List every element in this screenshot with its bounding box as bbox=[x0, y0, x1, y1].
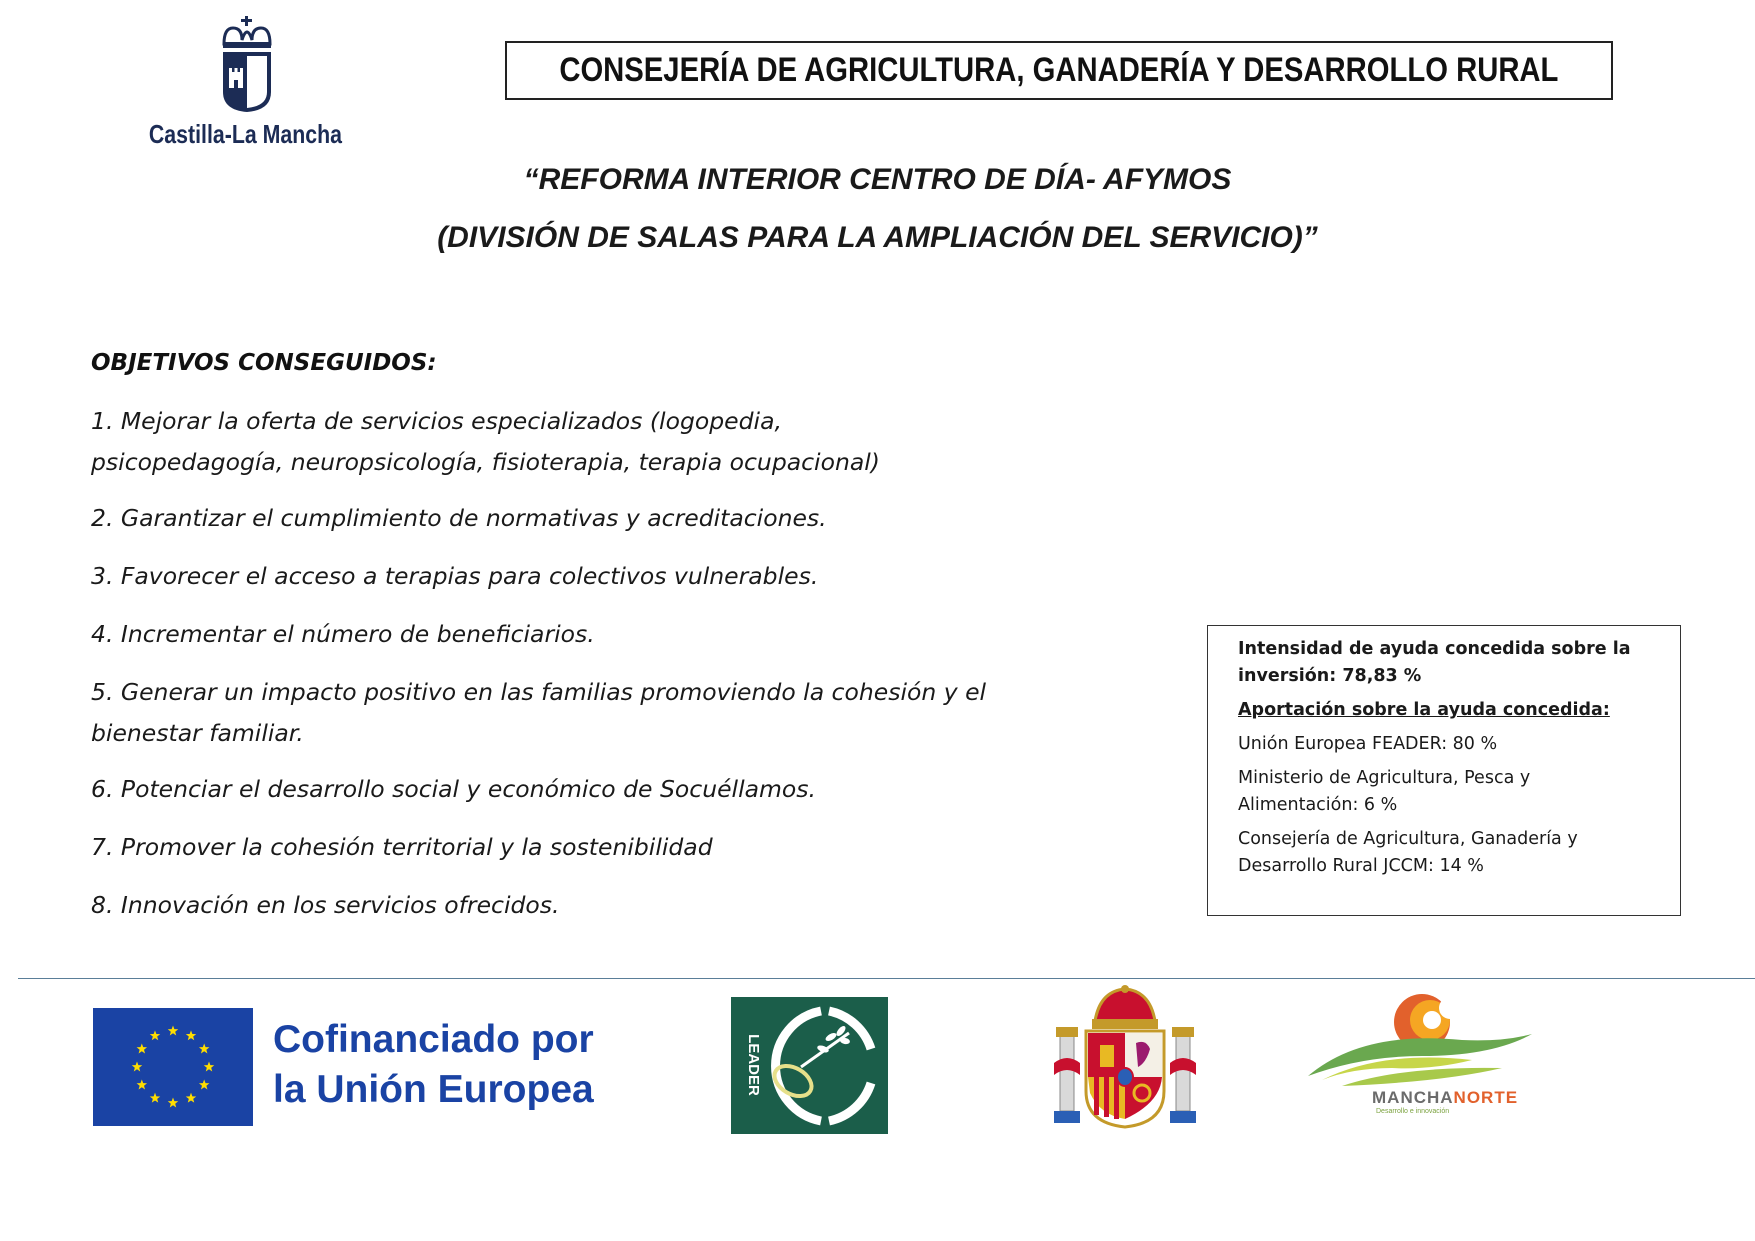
eu-star-icon bbox=[186, 1093, 196, 1103]
objective-item: 8. Innovación en los servicios ofrecidos. bbox=[91, 891, 560, 919]
eu-cofinancing-text bbox=[273, 1015, 594, 1115]
objective-item: 6. Potenciar el desarrollo social y económico de Socuéllamos. bbox=[91, 775, 816, 803]
mancha-norte-wordmark bbox=[1372, 1088, 1518, 1108]
aid-intensity: Intensidad de ayuda concedida sobre la inversión: 78,83 % bbox=[1238, 639, 1631, 686]
clm-crest-icon bbox=[220, 14, 274, 114]
eu-text-line-1: Cofinanciado por bbox=[273, 1018, 594, 1061]
objective-item: 3. Favorecer el acceso a terapias para colectivos vulnerables. bbox=[91, 562, 819, 590]
objective-item: 7. Promover la cohesión territorial y la sostenibilidad bbox=[91, 833, 713, 861]
mancha-norte-emblem-icon bbox=[1302, 990, 1542, 1090]
aid-contribution-heading: Aportación sobre la ayuda concedida: bbox=[1238, 700, 1610, 720]
spain-coat-of-arms-icon bbox=[1050, 983, 1200, 1133]
eu-star-icon bbox=[168, 1026, 178, 1036]
eu-star-icon bbox=[150, 1093, 160, 1103]
eu-star-icon bbox=[199, 1044, 209, 1054]
eu-star-icon bbox=[137, 1080, 147, 1090]
eu-star-icon bbox=[186, 1030, 196, 1040]
castilla-la-mancha-logo bbox=[130, 14, 343, 154]
aid-eu-share: Unión Europea FEADER: 80 % bbox=[1238, 734, 1498, 754]
department-title: CONSEJERÍA DE AGRICULTURA, GANADERÍA Y DESARROLLO RURAL bbox=[559, 51, 1559, 89]
aid-ministry-share: Ministerio de Agricultura, Pesca y Alimentación: 6 % bbox=[1238, 768, 1531, 815]
eu-star-icon bbox=[132, 1062, 142, 1072]
leader-logo bbox=[731, 997, 888, 1134]
mancha-brand-part-b: NORTE bbox=[1453, 1088, 1519, 1107]
mancha-brand-part-a: MANCHA bbox=[1372, 1088, 1454, 1107]
objective-item: 4. Incrementar el número de beneficiarios. bbox=[91, 620, 595, 648]
project-title-line-2: (DIVISIÓN DE SALAS PARA LA AMPLIACIÓN DEL SERVICIO)” bbox=[437, 221, 1318, 254]
footer-divider bbox=[18, 978, 1755, 979]
project-title-line-1: “REFORMA INTERIOR CENTRO DE DÍA- AFYMOS bbox=[523, 163, 1232, 196]
clm-logo-text: Castilla-La Mancha bbox=[148, 119, 343, 149]
eu-star-icon bbox=[137, 1044, 147, 1054]
objective-item: 2. Garantizar el cumplimiento de normativas y acreditaciones. bbox=[91, 504, 827, 532]
objective-item: 1. Mejorar la oferta de servicios especializados (logopedia, psicopedagogía, neuropsicología, fisioterapia, terapia ocupacional) bbox=[91, 407, 880, 476]
eu-text-line-2: la Unión Europea bbox=[273, 1068, 594, 1111]
aid-regional-share: Consejería de Agricultura, Ganadería y Desarrollo Rural JCCM: 14 % bbox=[1238, 829, 1578, 876]
eu-star-icon bbox=[150, 1030, 160, 1040]
objectives-heading: OBJETIVOS CONSEGUIDOS: bbox=[91, 350, 437, 376]
objective-item: 5. Generar un impacto positivo en las familias promoviendo la cohesión y el bienestar familiar. bbox=[91, 678, 987, 747]
eu-flag-icon bbox=[93, 1008, 253, 1126]
eu-star-icon bbox=[199, 1080, 209, 1090]
aid-info-box bbox=[1207, 625, 1681, 916]
eu-star-icon bbox=[204, 1062, 214, 1072]
department-header bbox=[505, 41, 1613, 100]
leader-text: LEADER bbox=[745, 1034, 762, 1096]
eu-star-icon bbox=[168, 1098, 178, 1108]
mancha-norte-tagline: Desarrollo e innovación bbox=[1376, 1108, 1450, 1115]
mancha-norte-logo bbox=[1302, 990, 1542, 1130]
